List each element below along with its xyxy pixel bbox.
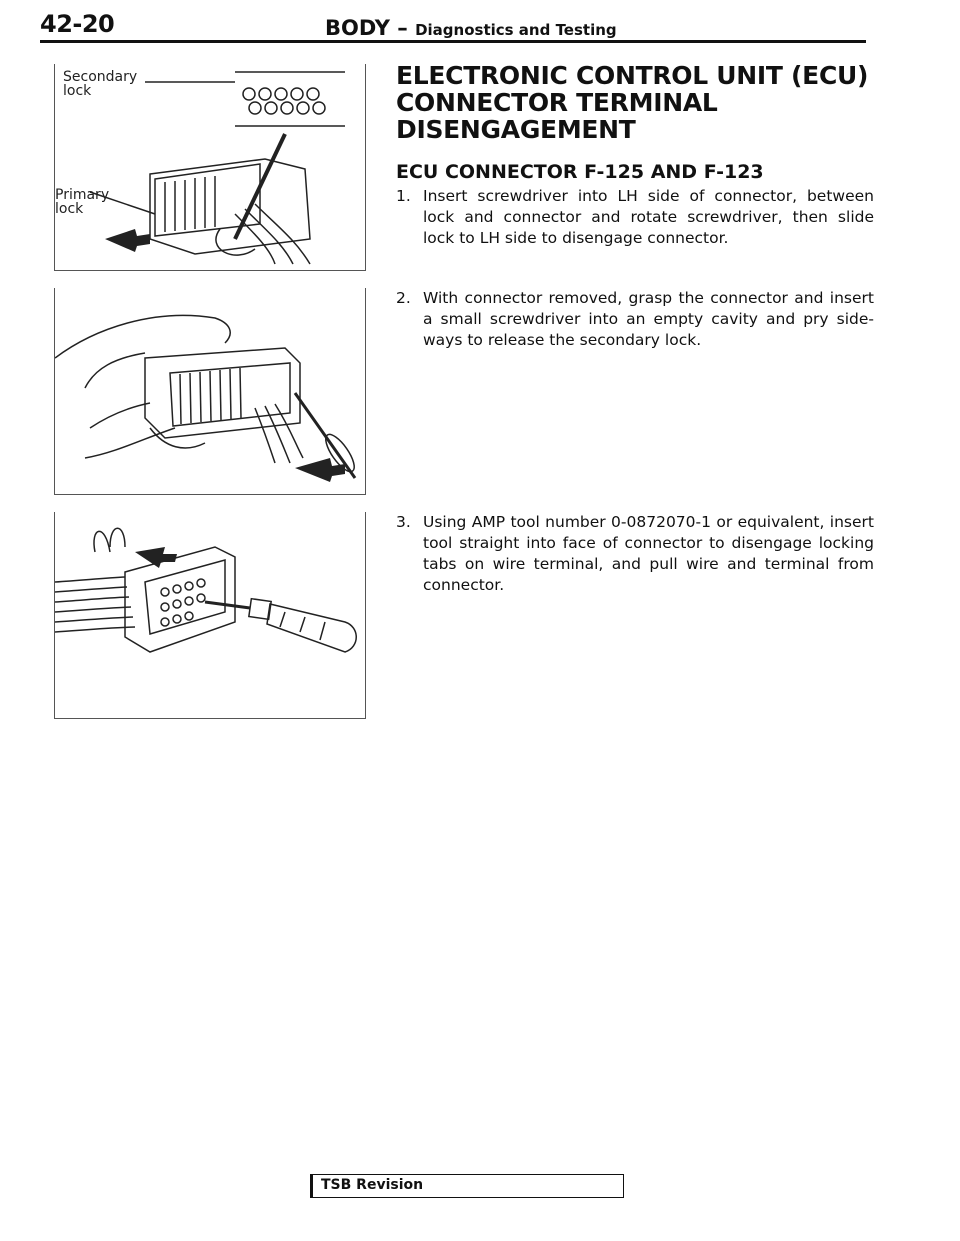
step-1 <box>396 186 874 249</box>
section-dash: – <box>389 16 416 40</box>
step-text: Insert screwdriver into LH side of connector, between lock and connector and rotate screwdriver, then slide lock to LH side to disengage connector. <box>423 187 874 247</box>
page-title-line2: CONNECTOR TERMINAL <box>396 88 718 117</box>
amp-tool-illustration <box>55 512 365 718</box>
secondary-lock-label <box>63 70 137 98</box>
section-name: BODY <box>325 16 390 40</box>
header-rule <box>40 40 866 43</box>
figure-connector-locks <box>54 64 366 271</box>
step-number: 1. <box>396 187 411 205</box>
section-title <box>325 16 617 40</box>
main-content <box>396 62 876 193</box>
section-subtitle: Diagnostics and Testing <box>415 21 617 39</box>
tsb-revision-box <box>310 1174 624 1198</box>
secondary-lock-release-illustration <box>55 288 365 494</box>
step-number: 3. <box>396 513 411 531</box>
procedure-subtitle: ECU CONNECTOR F-125 AND F-123 <box>396 161 764 183</box>
secondary-lock-label-line2: lock <box>63 83 92 99</box>
step-number: 2. <box>396 289 411 307</box>
page-title-line1: ELECTRONIC CONTROL UNIT (ECU) <box>396 61 869 90</box>
page-header <box>40 10 866 44</box>
direction-arrow-icon <box>295 458 345 482</box>
step-2 <box>396 288 874 351</box>
primary-lock-label-line1: Primary <box>55 187 110 203</box>
step-3 <box>396 512 874 596</box>
primary-lock-label-line2: lock <box>55 201 84 217</box>
step-text: Using AMP tool number 0-0872070-1 or equivalent, insert tool straight into face of connector to disengage locking tabs on wire terminal, and pull wire and terminal from connector. <box>423 513 874 594</box>
figure-release-secondary-lock <box>54 288 366 495</box>
page-title <box>396 62 876 143</box>
secondary-lock-label-line1: Secondary <box>63 69 138 85</box>
page-title-line3: DISENGAGEMENT <box>396 115 636 144</box>
insert-arrow-icon <box>135 547 177 568</box>
step-text: With connector removed, grasp the connector and insert a small screwdriver into an empty cavity and pry side-ways to release the secondary lock. <box>423 289 874 349</box>
figure-amp-tool-extraction <box>54 512 366 719</box>
tsb-revision-label: TSB Revision <box>321 1177 424 1193</box>
slide-arrow-icon <box>105 229 150 252</box>
primary-lock-label <box>55 188 109 216</box>
page-number: 42-20 <box>40 10 115 38</box>
